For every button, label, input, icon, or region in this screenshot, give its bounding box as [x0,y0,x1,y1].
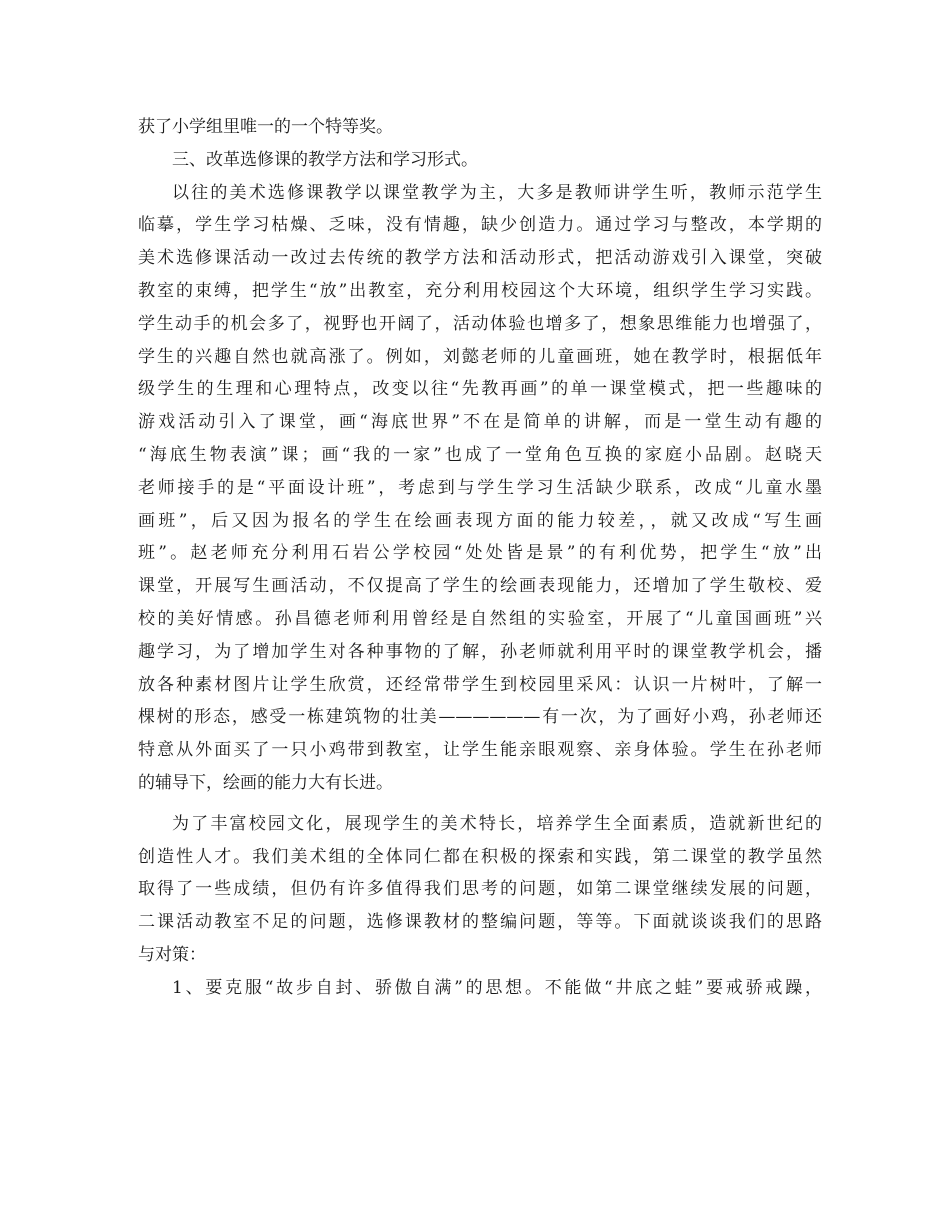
text-line: 为了丰富校园文化，展现学生的美术特长，培养学生全面素质，造就新世纪的 [172,813,822,834]
text-line: 创造性人才。我们美术组的全体同仁都在积极的探索和实践，第二课堂的教学虽然 [138,846,822,867]
text-line: 游戏活动引入了课堂，画“海底世界”不在是简单的讲解，而是一堂生动有趣的 [138,412,822,433]
text-line: 的辅导下，绘画的能力大有长进。 [138,772,393,793]
paragraph-gap [138,800,822,808]
text-line: 校的美好情感。孙昌德老师利用曾经是自然组的实验室，开展了“儿童国画班”兴 [138,608,822,629]
text-line: 放各种素材图片让学生欣赏，还经常带学生到校园里采风：认识一片树叶，了解一 [138,674,822,695]
text-line: 棵树的形态，感受一栋建筑物的壮美——————有一次，为了画好小鸡，孙老师还 [138,707,822,728]
text-line: 学生动手的机会多了，视野也开阔了，活动体验也增多了，想象思维能力也增强了， [138,313,822,334]
text-line: 教室的束缚，把学生“放”出教室，充分利用校园这个大环境，组织学生学习实践。 [138,280,822,301]
section-heading: 三、改革选修课的教学方法和学习形式。 [172,149,478,170]
text-line: 班”。赵老师充分利用石岩公学校园“处处皆是景”的有利优势，把学生“放”出 [138,543,823,564]
text-line: 二课活动教室不足的问题，选修课教材的整编问题，等等。下面就谈谈我们的思路 [138,912,822,933]
text-line: 与对策： [138,944,206,965]
text-line: 画班”，后又因为报名的学生在绘画表现方面的能力较差，，就又改成“写生画 [138,510,822,531]
text-line: “海底生物表演”课；画“我的一家”也成了一堂角色互换的家庭小品剧。赵晓天 [138,444,822,465]
text-line: 取得了一些成绩，但仍有许多值得我们思考的问题，如第二课堂继续发展的问题， [138,879,822,900]
text-line: 临摹，学生学习枯燥、乏味，没有情趣，缺少创造力。通过学习与整改，本学期的 [138,215,822,236]
text-line: 特意从外面买了一只小鸡带到教室，让学生能亲眼观察、亲身体验。学生在孙老师 [138,740,822,761]
text-line: 趣学习，为了增加学生对各种事物的了解，孙老师就利用平时的课堂教学机会，播 [138,641,822,662]
text-line: 获了小学组里唯一的一个特等奖。 [138,117,393,137]
text-line: 学生的兴趣自然也就高涨了。例如，刘懿老师的儿童画班，她在教学时，根据低年 [138,346,822,367]
text-line: 课堂，开展写生画活动，不仅提高了学生的绘画表现能力，还增加了学生敬校、爱 [138,576,822,597]
text-line: 老师接手的是“平面设计班”，考虑到与学生学习生活缺少联系，改成“儿童水墨 [138,477,822,498]
body-text [138,111,822,1005]
text-line: 以往的美术选修课教学以课堂教学为主，大多是教师讲学生听，教师示范学生 [172,182,822,203]
text-line: 美术选修课活动一改过去传统的教学方法和活动形式，把活动游戏引入课堂，突破 [138,248,822,269]
text-line: 级学生的生理和心理特点，改变以往“先教再画”的单一课堂模式，把一些趣味的 [138,379,822,400]
numbered-item: 1、要克服“故步自封、骄傲自满”的思想。不能做“井底之蛙”要戒骄戒躁， [172,977,822,998]
